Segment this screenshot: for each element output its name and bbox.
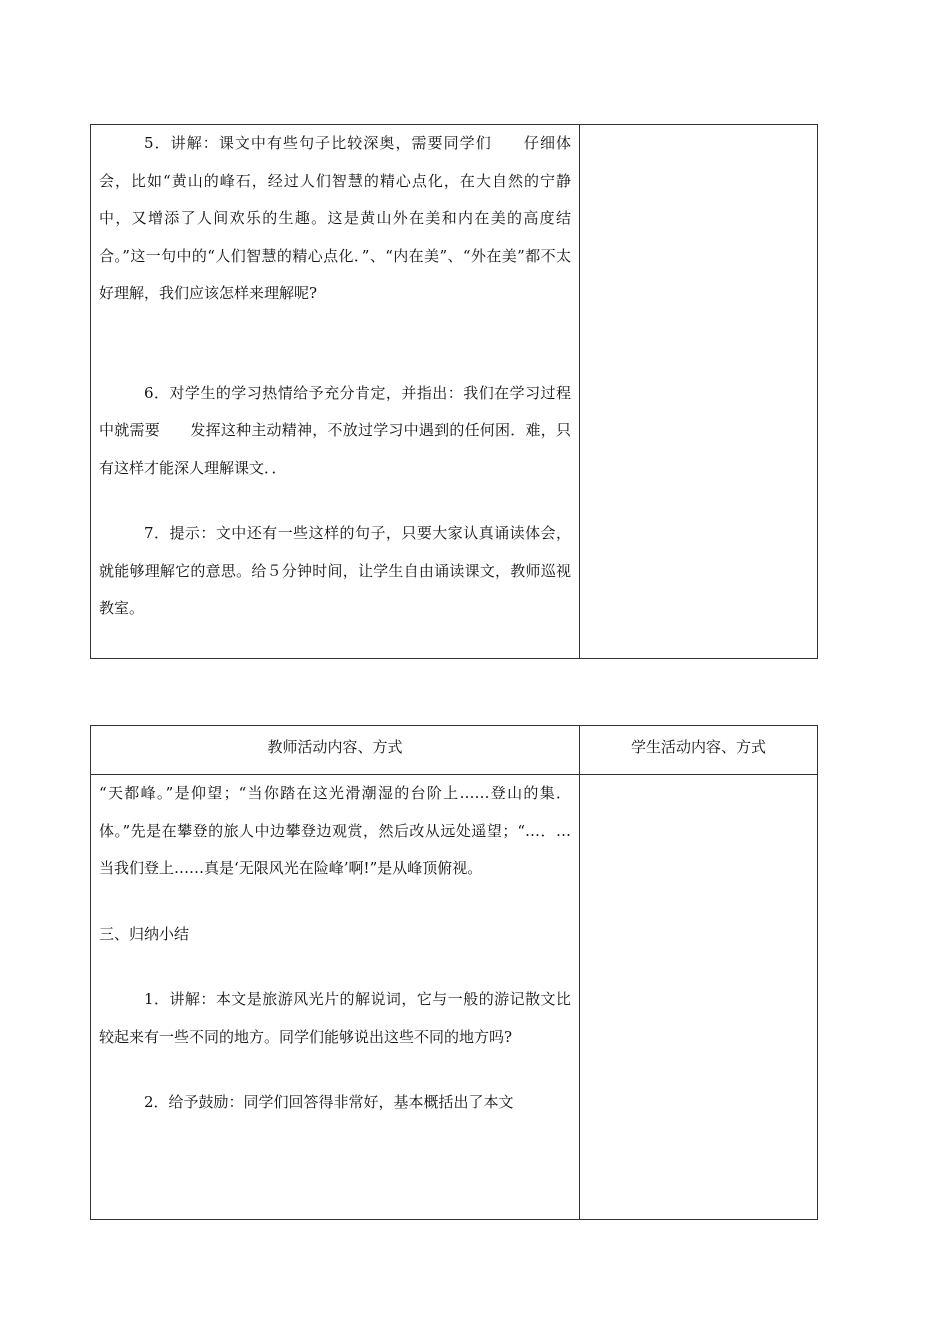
student-column-header: 学生活动内容、方式 (630, 738, 766, 756)
teacher-column-header: 教师活动内容、方式 (267, 738, 403, 756)
column-divider (579, 125, 580, 658)
lesson-table-1 (90, 124, 818, 659)
teacher-activity-cell (99, 775, 571, 1122)
paragraph-viewpoints: “天都峰。”是仰望；“当你踏在这光滑潮湿的台阶上……登山的集．体。”先是在攀登的旅人中边攀登边观赏，然后改从远处遥望；“…．…当我们登上……真是‘无限风光在险峰’啊!”是从峰顶俯视。 (99, 784, 571, 877)
teacher-activity-cell (99, 125, 571, 628)
paragraph-item-5: 5．讲解：课文中有些句子比较深奥，需要同学们 仔细体会，比如“黄山的峰石，经过人们智慧的精心点化，在大自然的宁静中，又增添了人间欢乐的生趣。这是黄山外在美和内在美的高度结合。”这一句中的“人们智慧的精心点化．”、“内在美”、“外在美”都不太好理解，我们应该怎样来理解呢? (99, 134, 571, 302)
paragraph-item-2: 2．给予鼓励：同学们回答得非常好，基本概括出了本文 (144, 1093, 514, 1111)
lesson-table-2 (90, 725, 818, 1220)
paragraph-item-7: 7．提示：文中还有一些这样的句子，只要大家认真诵读体会，就能够理解它的意思。给５分钟时间，让学生自由诵读课文，教师巡视教室。 (99, 524, 571, 617)
paragraph-item-6: 6．对学生的学习热情给予充分肯定，并指出：我们在学习过程中就需要 发挥这种主动精神，不放过学习中遇到的任何困．难，只有这样才能深人理解课文．． (99, 383, 571, 477)
column-divider (579, 726, 580, 1219)
section-heading-summary: 三、归纳小结 (99, 924, 190, 943)
paragraph-item-1: 1．讲解：本文是旅游风光片的解说词，它与一般的游记散文比较起来有一些不同的地方。同学们能够说出这些不同的地方吗? (99, 990, 571, 1046)
